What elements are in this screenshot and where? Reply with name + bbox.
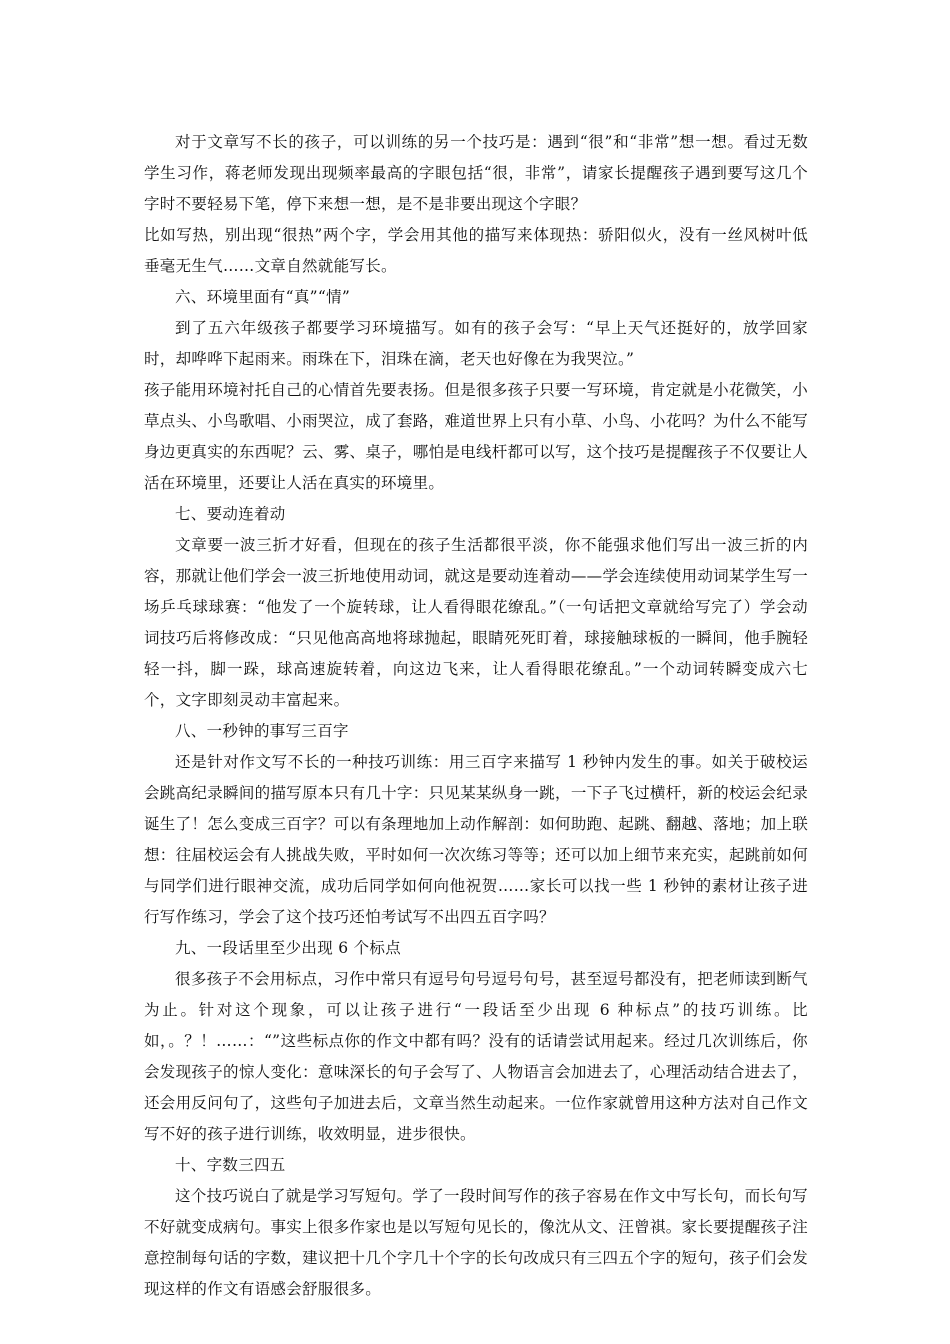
section-heading: 十、字数三四五 [175, 1156, 286, 1174]
paragraph: 比如写热，别出现“很热”两个字，学会用其他的描写来体现热：骄阳似火，没有一丝风树叶低垂毫无生气……文章自然就能写长。 [144, 226, 808, 275]
paragraph: 对于文章写不长的孩子，可以训练的另一个技巧是：遇到“很”和“非常”想一想。看过无数学生习作，蒋老师发现出现频率最高的字眼包括“很，非常”，请家长提醒孩子遇到要写这几个字时不要轻易下笔，停下来想一想，是不是非要出现这个字眼？ [144, 133, 808, 213]
paragraph: 文章要一波三折才好看，但现在的孩子生活都很平淡，你不能强求他们写出一波三折的内容，那就让他们学会一波三折地使用动词，就这是要动连着动——学会连续使用动词某学生写一场乒乓球球赛：“他发了一个旋转球，让人看得眼花缭乱。”（一句话把文章就给写完了）学会动词技巧后将修改成：“只见他高高地将球抛起，眼睛死死盯着，球接触球板的一瞬间，他手腕轻轻一抖，脚一跺，球高速旋转着，向这边飞来，让人看得眼花缭乱。”一个动词转瞬变成六七个，文字即刻灵动丰富起来。 [144, 536, 808, 709]
section-heading: 七、要动连着动 [175, 505, 286, 523]
paragraph: 到了五六年级孩子都要学习环境描写。如有的孩子会写：“早上天气还挺好的，放学回家时，却哗哗下起雨来。雨珠在下，泪珠在滴，老天也好像在为我哭泣。” [144, 319, 808, 368]
document-page [144, 127, 808, 1305]
section-heading: 六、环境里面有“真”“情” [175, 288, 351, 306]
paragraph: 孩子能用环境衬托自己的心情首先要表扬。但是很多孩子只要一写环境，肯定就是小花微笑，小草点头、小鸟歌唱、小雨哭泣，成了套路，难道世界上只有小草、小鸟、小花吗？为什么不能写身边更真实的东西呢？云、雾、桌子，哪怕是电线杆都可以写，这个技巧是提醒孩子不仅要让人活在环境里，还要让人活在真实的环境里。 [144, 381, 808, 492]
paragraph: 很多孩子不会用标点，习作中常只有逗号句号逗号句号，甚至逗号都没有，把老师读到断气为止。针对这个现象，可以让孩子进行“一段话至少出现 6 种标点”的技巧训练。比如，。？！……：“”这些标点你的作文中都有吗？没有的话请尝试用起来。经过几次训练后，你会发现孩子的惊人变化：意味深长的句子会写了、人物语言会加进去了，心理活动结合进去了，还会用反问句了，这些句子加进去后，文章当然生动起来。一位作家就曾用这种方法对自己作文写不好的孩子进行训练，收效明显，进步很快。 [144, 970, 808, 1143]
section-heading: 八、一秒钟的事写三百字 [175, 722, 349, 740]
paragraph: 还是针对作文写不长的一种技巧训练：用三百字来描写 1 秒钟内发生的事。如关于破校运会跳高纪录瞬间的描写原本只有几十字：只见某某纵身一跳，一下子飞过横杆，新的校运会纪录诞生了！怎么变成三百字？可以有条理地加上动作解剖：如何助跑、起跳、翻越、落地；加上联想：往届校运会有人挑战失败，平时如何一次次练习等等；还可以加上细节来充实，起跳前如何与同学们进行眼神交流，成功后同学如何向他祝贺……家长可以找一些 1 秒钟的素材让孩子进行写作练习，学会了这个技巧还怕考试写不出四五百字吗？ [144, 753, 808, 926]
paragraph: 这个技巧说白了就是学习写短句。学了一段时间写作的孩子容易在作文中写长句，而长句写不好就变成病句。事实上很多作家也是以写短句见长的，像沈从文、汪曾祺。家长要提醒孩子注意控制每句话的字数，建议把十几个字几十个字的长句改成只有三四五个字的短句，孩子们会发现这样的作文有语感会舒服很多。 [144, 1187, 808, 1298]
section-heading: 九、一段话里至少出现 6 个标点 [175, 939, 402, 957]
